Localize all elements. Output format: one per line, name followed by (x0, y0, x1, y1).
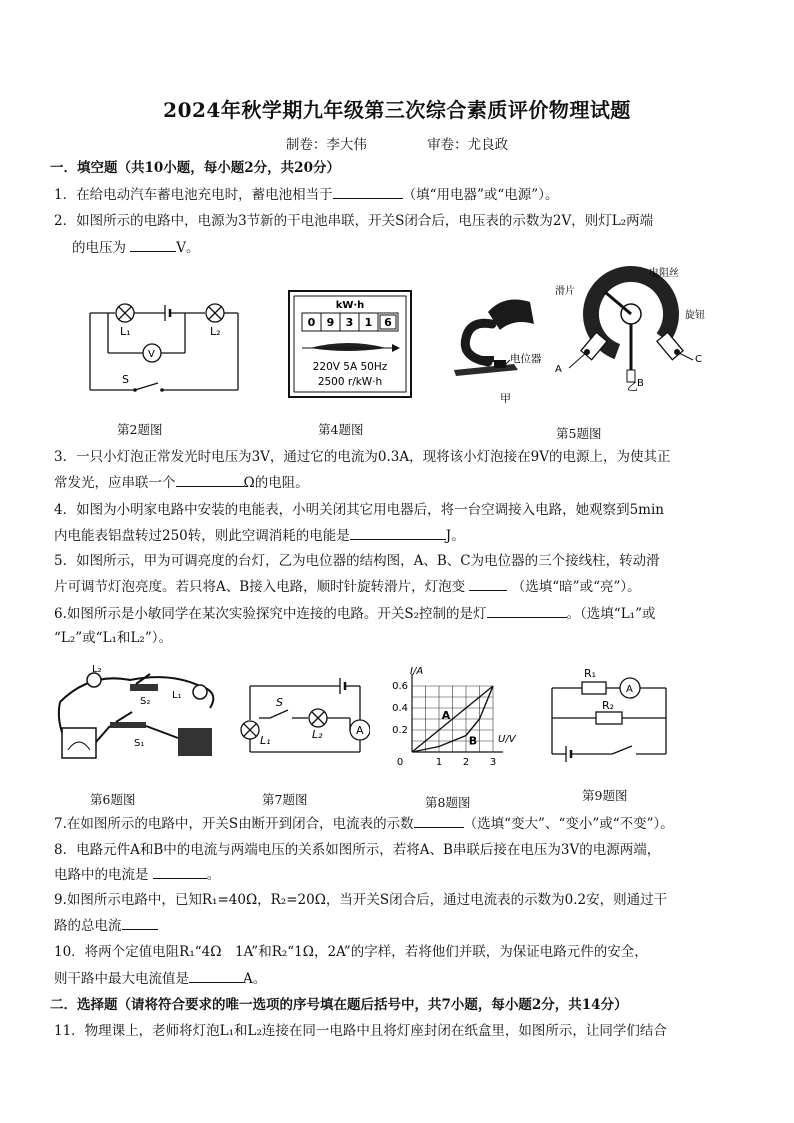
question-2-line1: 2．如图所示的电路中，电源为3节新的干电池串联，开关S闭合后，电压表的示数为2V，则灯L₂两端 (54, 213, 654, 229)
label-yi: 乙 (627, 380, 638, 392)
question-4-line2: 内电能表铝盘转过250转，则此空调消耗的电能是 J。 (54, 525, 754, 546)
fig2-label-l2: L₂ (210, 325, 221, 338)
x-tick-label: 0 (396, 757, 404, 768)
answer-blank[interactable] (189, 968, 243, 983)
section1-heading: 一．填空题（共10小题，每小题2分，共20分） (50, 160, 340, 176)
answer-blank[interactable] (153, 864, 207, 879)
fig2-label-v: V (148, 349, 155, 360)
x-tick-label: 1 (435, 757, 443, 768)
fig7-label-a: A (356, 724, 364, 737)
fig6-label-l2: L₂ (92, 664, 102, 675)
fig7-circuit (240, 672, 370, 762)
fig4-caption: 第4题图 (318, 422, 364, 437)
question-2-line2: 的电压为 V。 (72, 237, 772, 258)
question-8-line2: 电路中的电流是 。 (54, 864, 754, 885)
label-b: B (637, 378, 644, 389)
answer-blank[interactable] (469, 576, 507, 591)
battery-pack (178, 728, 212, 756)
chart-xlabel: U/V (498, 734, 516, 745)
series-label-a: A (441, 709, 451, 722)
meter-digit: 3 (345, 316, 354, 329)
meter-rate: 2500 r/kW·h (317, 376, 383, 388)
question-8-line1: 8．电路元件A和B中的电流与两端电压的关系如图所示，若将A、B串联后接在电压为3V的电源两端， (54, 842, 661, 858)
fig8-caption: 第8题图 (425, 795, 471, 810)
fig4-energy-meter (288, 290, 412, 398)
fig8-iu-chart (388, 662, 523, 772)
chart-ylabel: I/A (410, 666, 424, 677)
meter-arrow-icon (392, 344, 400, 352)
meter-digit: 6 (384, 316, 392, 329)
question-9-line2: 路的总电流 (54, 915, 754, 936)
fig2-caption: 第2题图 (117, 422, 163, 437)
fig2-label-s: S (122, 373, 129, 386)
fig6-label-l1: L₁ (172, 690, 182, 701)
question-5-line1: 5．如图所示，甲为可调亮度的台灯，乙为电位器的结构图，A、B、C为电位器的三个接线柱，转动滑 (54, 553, 660, 569)
question-10-line1: 10．将两个定值电阻R₁“4Ω 1A”和R₂“1Ω，2A”的字样，若将他们并联，为保证电路元件的安全， (54, 944, 648, 960)
label-knob: 旋钮 (685, 310, 705, 321)
answer-blank[interactable] (414, 813, 464, 828)
y-tick-label: 0.4 (392, 703, 408, 714)
question-7: 7.在如图所示的电路中，开关S由断开到闭合，电流表的示数 （选填“变大”、“变小”或“不变”）。 (54, 813, 754, 834)
question-5-line2: 片可调节灯泡亮度。若只将A、B接入电路，顺时针旋转滑片，灯泡变 （选填“暗”或“亮”）。 (54, 576, 754, 597)
fig9-label-r1: R₁ (584, 667, 597, 680)
wire (60, 677, 213, 708)
question-10-line2: 则干路中最大电流值是 A。 (54, 968, 754, 989)
bulb-l1 (193, 685, 207, 699)
question-11-line1: 11．物理课上，老师将灯泡L₁和L₂连接在同一电路中且将灯座封闭在纸盒里，如图所示，让同学们结合 (54, 1023, 667, 1039)
fig5-caption: 第5题图 (556, 426, 602, 441)
answer-blank[interactable] (130, 237, 176, 252)
fig9-caption: 第9题图 (582, 788, 628, 803)
lamp-knob (494, 360, 506, 368)
meter-unit: kW·h (335, 300, 365, 311)
question-3-line2: 常发光，应串联一个 Ω的电阻。 (54, 472, 754, 493)
fig9-label-r2: R₂ (602, 699, 615, 712)
answer-blank[interactable] (333, 184, 403, 199)
answer-blank[interactable] (350, 525, 446, 540)
ammeter (62, 728, 96, 758)
switch-s2 (130, 684, 158, 691)
fig2-circuit (80, 295, 250, 405)
x-tick-label: 2 (462, 757, 470, 768)
fig7-label-l2: L₂ (312, 728, 323, 741)
section2-heading: 二．选择题（请将符合要求的唯一选项的序号填在题后括号中，共7小题，每小题2分，共14分） (50, 997, 628, 1013)
fig6-caption: 第6题图 (90, 792, 136, 807)
label-a: A (555, 364, 562, 375)
answer-blank[interactable] (122, 915, 158, 930)
fig9-label-a: A (626, 684, 633, 695)
switch-contact (133, 388, 137, 392)
series-label-b: B (468, 734, 478, 748)
fig6-label-s1: S₁ (134, 738, 145, 749)
question-4-line1: 4．如图为小明家电路中安装的电能表，小明关闭其它用电器后，将一台空调接入电路，她观察到5min (54, 502, 664, 518)
meter-disc (310, 343, 386, 351)
question-9-line1: 9.如图所示电路中，已知R₁=40Ω，R₂=20Ω，当开关S闭合后，通过电流表的示数为0.2安，则通过干 (54, 892, 668, 908)
fig7-label-l1: L₁ (260, 734, 271, 747)
page-title: 2024年秋学期九年级第三次综合素质评价物理试题 (163, 98, 631, 122)
answer-blank[interactable] (487, 603, 567, 618)
meter-digit: 0 (307, 316, 316, 329)
meter-digit: 1 (364, 316, 373, 329)
fig6-label-s2: S₂ (140, 696, 151, 707)
fig5-desk-lamp (448, 290, 548, 405)
slider (605, 292, 631, 314)
question-6-line1: 6.如图所示是小敏同学在某次实验探究中连接的电路。开关S₂控制的是灯 。（选填“L₁”或 (54, 603, 754, 624)
fig7-caption: 第7题图 (262, 792, 308, 807)
fig6-physical-circuit (50, 662, 230, 772)
answer-blank[interactable] (176, 472, 244, 487)
label-slider: 滑片 (555, 286, 575, 297)
fig7-label-s: S (276, 696, 283, 709)
question-3-line1: 3．一只小灯泡正常发光时电压为3V，通过它的电流为0.3A，现将该小灯泡接在9V的电源上，为使其正 (54, 449, 671, 465)
y-tick-label: 0.2 (392, 725, 408, 736)
meter-digit: 9 (326, 316, 335, 329)
label-resistance-wire: 电阻丝 (649, 268, 679, 279)
lamp-label: 电位器 (510, 353, 542, 365)
question-1: 1．在给电动汽车蓄电池充电时，蓄电池相当于 （填“用电器”或“电源”）。 (54, 184, 754, 205)
bulb-l2 (87, 673, 101, 687)
meter-spec: 220V 5A 50Hz (312, 361, 388, 373)
maker: 制卷：李大伟 (285, 137, 367, 153)
fig5-potentiometer (545, 262, 725, 392)
question-6-line2: “L₂”或“L₁和L₂”）。 (54, 630, 172, 646)
label-c: C (695, 354, 702, 365)
fig9-circuit (546, 662, 676, 772)
y-tick-label: 0.6 (392, 681, 408, 692)
switch-contact (160, 388, 164, 392)
makers-line (0, 133, 794, 153)
switch-s1 (110, 722, 146, 728)
fig2-label-l1: L₁ (120, 325, 131, 338)
reviewer: 审卷：尤良政 (427, 137, 509, 153)
label-jia: 甲 (500, 392, 511, 405)
x-tick-label: 3 (489, 757, 497, 768)
